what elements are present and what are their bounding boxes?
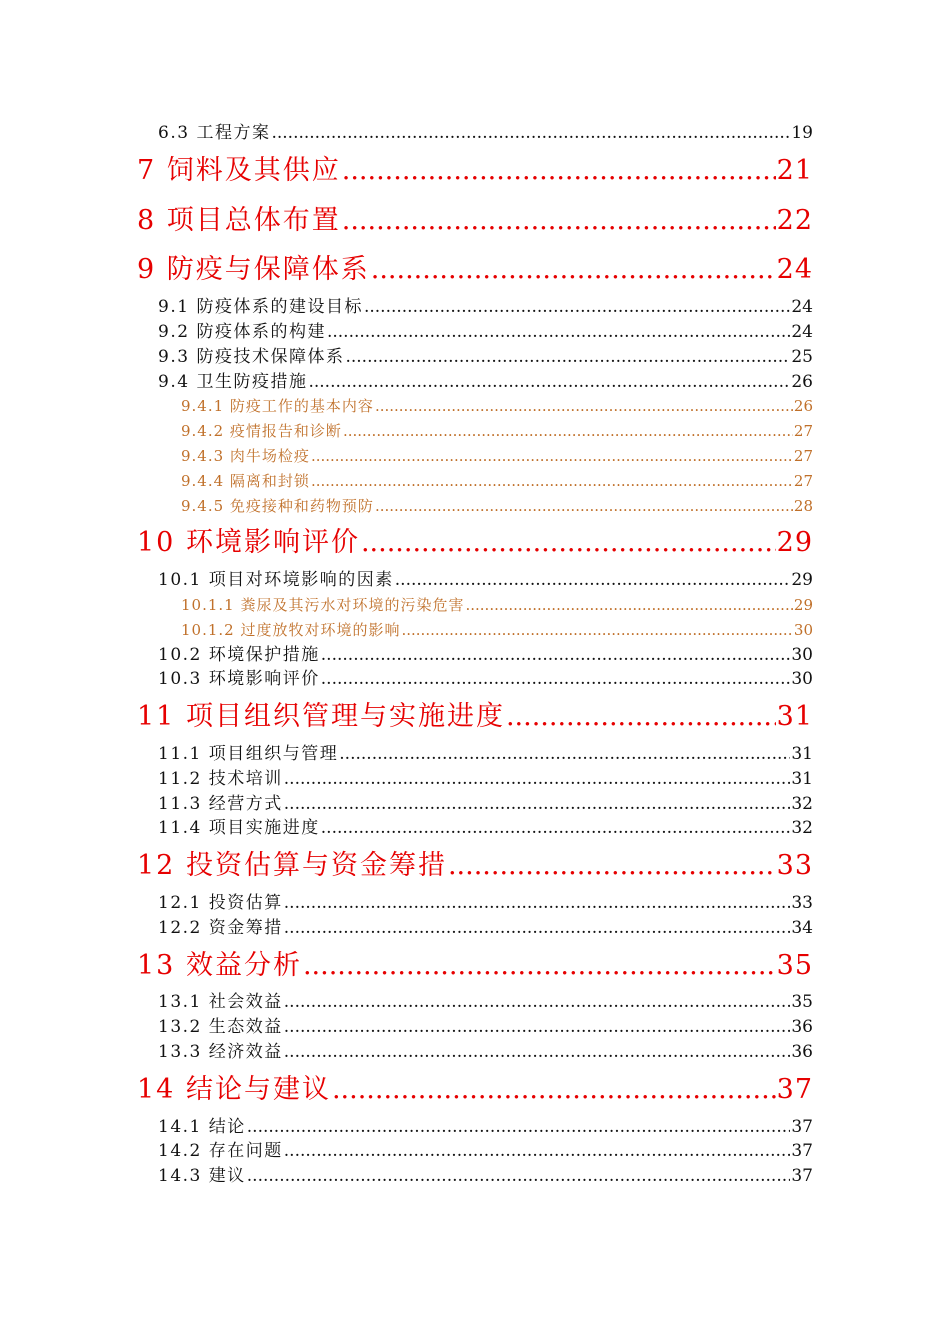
toc-entry-title: 11.1 项目组织与管理 bbox=[158, 743, 339, 764]
dot-leader bbox=[364, 295, 790, 320]
toc-entry-title: 14.3 建议 bbox=[158, 1166, 246, 1187]
toc-entry-title: 9.4.5 免疫接种和药物预防 bbox=[181, 496, 374, 515]
toc-entry-page-number: 27 bbox=[793, 471, 813, 490]
toc-entry-level-1[interactable] bbox=[137, 1065, 813, 1115]
toc-entry-level-3[interactable] bbox=[181, 494, 813, 519]
toc-entry-level-2[interactable] bbox=[158, 121, 813, 146]
toc-entry-title: 14.1 结论 bbox=[158, 1116, 246, 1137]
toc-entry-page-number: 37 bbox=[791, 1141, 813, 1162]
toc-entry-level-2[interactable] bbox=[158, 667, 813, 692]
toc-entry-level-2[interactable] bbox=[158, 1164, 813, 1189]
dot-leader bbox=[506, 692, 776, 742]
toc-entry-title: 11.4 项目实施进度 bbox=[158, 818, 320, 839]
toc-entry-title: 7 饲料及其供应 bbox=[137, 154, 341, 186]
toc-entry-title: 13.2 生态效益 bbox=[158, 1017, 283, 1038]
dot-leader bbox=[247, 1164, 791, 1189]
toc-entry-page-number: 29 bbox=[776, 527, 813, 559]
toc-entry-page-number: 19 bbox=[791, 123, 813, 143]
toc-entry-level-2[interactable] bbox=[158, 1115, 813, 1140]
toc-entry-title: 12.1 投资估算 bbox=[158, 892, 283, 913]
toc-entry-title: 10.1.2 过度放牧对环境的影响 bbox=[181, 620, 401, 639]
toc-entry-level-2[interactable] bbox=[158, 742, 813, 767]
toc-entry-level-1[interactable] bbox=[137, 245, 813, 295]
toc-entry-page-number: 35 bbox=[776, 949, 813, 981]
toc-entry-page-number: 31 bbox=[776, 701, 813, 733]
toc-entry-page-number: 30 bbox=[791, 669, 813, 690]
toc-entry-page-number: 22 bbox=[776, 204, 813, 236]
dot-leader bbox=[339, 742, 790, 767]
toc-entry-level-2[interactable] bbox=[158, 345, 813, 370]
toc-entry-level-3[interactable] bbox=[181, 593, 813, 618]
toc-entry-page-number: 24 bbox=[776, 254, 813, 286]
dot-leader bbox=[342, 146, 776, 196]
toc-entry-title: 13.1 社会效益 bbox=[158, 992, 283, 1013]
dot-leader bbox=[342, 196, 776, 246]
toc-entry-level-2[interactable] bbox=[158, 1015, 813, 1040]
toc-entry-level-1[interactable] bbox=[137, 841, 813, 891]
table-of-contents bbox=[0, 121, 950, 1189]
dot-leader bbox=[284, 1139, 791, 1164]
toc-entry-level-3[interactable] bbox=[181, 419, 813, 444]
toc-entry-page-number: 35 bbox=[791, 992, 813, 1013]
dot-leader bbox=[375, 494, 793, 519]
toc-entry-level-2[interactable] bbox=[158, 1040, 813, 1065]
toc-entry-level-2[interactable] bbox=[158, 792, 813, 817]
toc-entry-title: 14.2 存在问题 bbox=[158, 1141, 283, 1162]
toc-entry-level-1[interactable] bbox=[137, 692, 813, 742]
dot-leader bbox=[448, 841, 776, 891]
toc-entry-title: 10.1 项目对环境影响的因素 bbox=[158, 570, 394, 591]
toc-entry-level-2[interactable] bbox=[158, 370, 813, 395]
toc-entry-page-number: 32 bbox=[791, 793, 813, 814]
toc-entry-page-number: 32 bbox=[791, 818, 813, 839]
toc-entry-title: 9.4.2 疫情报告和诊断 bbox=[181, 422, 342, 441]
dot-leader bbox=[311, 469, 793, 494]
toc-entry-title: 9.4 卫生防疫措施 bbox=[158, 371, 308, 392]
toc-entry-title: 9.1 防疫体系的建设目标 bbox=[158, 297, 363, 318]
dot-leader bbox=[343, 419, 793, 444]
dot-leader bbox=[465, 593, 792, 618]
toc-entry-level-3[interactable] bbox=[181, 618, 813, 643]
toc-entry-title: 13 效益分析 bbox=[137, 949, 302, 981]
toc-entry-page-number: 21 bbox=[776, 154, 813, 186]
toc-entry-title: 14 结论与建议 bbox=[137, 1073, 331, 1105]
dot-leader bbox=[284, 891, 791, 916]
toc-entry-page-number: 33 bbox=[776, 850, 813, 882]
toc-entry-level-3[interactable] bbox=[181, 469, 813, 494]
dot-leader bbox=[308, 370, 790, 395]
toc-entry-page-number: 37 bbox=[791, 1116, 813, 1137]
toc-entry-title: 9.4.3 肉牛场检疫 bbox=[181, 446, 310, 465]
toc-entry-page-number: 28 bbox=[793, 496, 813, 515]
toc-entry-page-number: 31 bbox=[791, 743, 813, 764]
toc-entry-page-number: 34 bbox=[791, 917, 813, 938]
dot-leader bbox=[395, 568, 791, 593]
dot-leader bbox=[284, 767, 791, 792]
toc-entry-level-2[interactable] bbox=[158, 816, 813, 841]
toc-entry-level-2[interactable] bbox=[158, 891, 813, 916]
toc-entry-title: 9.4.4 隔离和封锁 bbox=[181, 471, 310, 490]
dot-leader bbox=[271, 121, 790, 146]
toc-entry-title: 10.2 环境保护措施 bbox=[158, 644, 320, 665]
toc-entry-page-number: 37 bbox=[776, 1073, 813, 1105]
toc-entry-page-number: 24 bbox=[791, 321, 813, 342]
toc-entry-page-number: 37 bbox=[791, 1166, 813, 1187]
toc-entry-title: 12.2 资金筹措 bbox=[158, 917, 283, 938]
toc-entry-title: 9.2 防疫体系的构建 bbox=[158, 321, 326, 342]
toc-entry-level-2[interactable] bbox=[158, 295, 813, 320]
toc-entry-page-number: 25 bbox=[791, 346, 813, 367]
dot-leader bbox=[311, 444, 793, 469]
toc-entry-title: 11.3 经营方式 bbox=[158, 793, 283, 814]
toc-entry-level-3[interactable] bbox=[181, 394, 813, 419]
toc-entry-page-number: 26 bbox=[793, 397, 813, 416]
toc-entry-title: 11 项目组织管理与实施进度 bbox=[137, 701, 505, 733]
toc-entry-level-2[interactable] bbox=[158, 767, 813, 792]
dot-leader bbox=[401, 618, 792, 643]
toc-entry-level-1[interactable] bbox=[137, 518, 813, 568]
toc-entry-level-1[interactable] bbox=[137, 146, 813, 196]
toc-entry-level-2[interactable] bbox=[158, 320, 813, 345]
dot-leader bbox=[284, 1040, 791, 1065]
toc-entry-title: 10.3 环境影响评价 bbox=[158, 669, 320, 690]
dot-leader bbox=[332, 1065, 776, 1115]
toc-entry-page-number: 31 bbox=[791, 768, 813, 789]
toc-entry-page-number: 30 bbox=[791, 644, 813, 665]
toc-entry-level-1[interactable] bbox=[137, 941, 813, 991]
dot-leader bbox=[321, 643, 791, 668]
dot-leader bbox=[345, 345, 790, 370]
toc-entry-page-number: 29 bbox=[791, 570, 813, 591]
toc-entry-page-number: 36 bbox=[791, 1017, 813, 1038]
dot-leader bbox=[327, 320, 790, 345]
dot-leader bbox=[284, 990, 791, 1015]
toc-entry-title: 11.2 技术培训 bbox=[158, 768, 283, 789]
toc-entry-level-2[interactable] bbox=[158, 916, 813, 941]
toc-entry-level-1[interactable] bbox=[137, 196, 813, 246]
toc-entry-title: 10 环境影响评价 bbox=[137, 527, 360, 559]
toc-entry-title: 12 投资估算与资金筹措 bbox=[137, 850, 447, 882]
toc-entry-title: 8 项目总体布置 bbox=[137, 204, 341, 236]
toc-entry-title: 10.1.1 粪尿及其污水对环境的污染危害 bbox=[181, 595, 465, 614]
dot-leader bbox=[321, 667, 791, 692]
dot-leader bbox=[284, 1015, 791, 1040]
dot-leader bbox=[284, 792, 791, 817]
toc-entry-level-2[interactable] bbox=[158, 568, 813, 593]
toc-entry-page-number: 36 bbox=[791, 1041, 813, 1062]
dot-leader bbox=[375, 394, 793, 419]
toc-entry-level-2[interactable] bbox=[158, 643, 813, 668]
toc-entry-page-number: 30 bbox=[793, 620, 813, 639]
toc-entry-title: 9 防疫与保障体系 bbox=[137, 254, 370, 286]
toc-entry-page-number: 33 bbox=[791, 892, 813, 913]
toc-entry-page-number: 26 bbox=[791, 371, 813, 392]
dot-leader bbox=[321, 816, 791, 841]
toc-entry-page-number: 24 bbox=[791, 297, 813, 318]
toc-entry-page-number: 27 bbox=[793, 422, 813, 441]
dot-leader bbox=[361, 518, 776, 568]
dot-leader bbox=[371, 245, 776, 295]
toc-entry-level-3[interactable] bbox=[181, 444, 813, 469]
toc-entry-level-2[interactable] bbox=[158, 990, 813, 1015]
toc-entry-level-2[interactable] bbox=[158, 1139, 813, 1164]
dot-leader bbox=[284, 916, 791, 941]
toc-entry-title: 13.3 经济效益 bbox=[158, 1041, 283, 1062]
dot-leader bbox=[303, 941, 776, 991]
toc-entry-title: 9.4.1 防疫工作的基本内容 bbox=[181, 397, 374, 416]
toc-entry-page-number: 27 bbox=[793, 446, 813, 465]
dot-leader bbox=[247, 1115, 791, 1140]
toc-entry-page-number: 29 bbox=[793, 595, 813, 614]
toc-entry-title: 9.3 防疫技术保障体系 bbox=[158, 346, 345, 367]
toc-entry-title: 6.3 工程方案 bbox=[158, 123, 271, 143]
